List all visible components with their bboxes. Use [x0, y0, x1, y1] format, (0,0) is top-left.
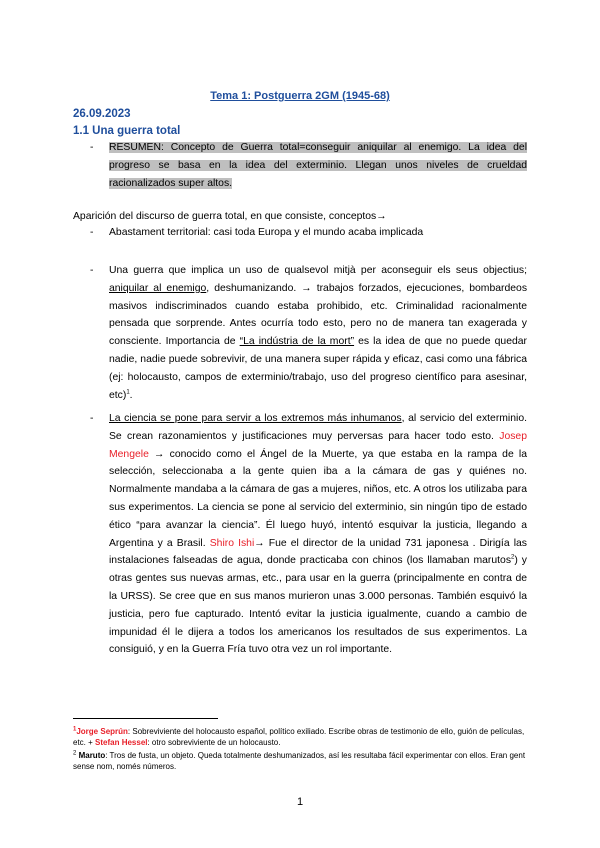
text-run: es la idea de que no puede quedar nadie, nadie puede sobrevivir, de una manera super rápida y eficaz, casi como una fábrica (ej: holocausto, campos de exterminio/trabajo, uso del progreso científico para asesinar, etc)	[109, 336, 527, 401]
footnote-name: Stefan Hessel	[95, 738, 148, 747]
person-name-ishi: Shiro Ishi	[209, 537, 255, 549]
bullet-text: Abastament territorial: casi toda Europa y el mundo acaba implicada	[109, 227, 424, 238]
underlined-text: “La indústria de la mort”	[239, 336, 355, 348]
intro-paragraph: Aparición del discurso de guerra total, en que consiste, conceptos→	[73, 211, 387, 222]
footnote-text: : Sobreviviente del holocausto español, político exiliado. Escribe obras de testimonio de ello, guión de películas, etc. +	[73, 727, 525, 747]
bullet-dash: -	[90, 265, 94, 276]
person-name-mengele: Josep Mengele	[109, 430, 527, 460]
text-run: , deshumanizando. → trabajos forzados, ejecuciones, bombardeos masivos indiscriminados cuando estaba prohibido, etc. Criminalidad racionalmente pensada que sorprende. Antes ocurría todo esto, pero no de manera tan exagerada y consciente. Importancia de	[109, 282, 528, 348]
bullet-guerra	[90, 262, 528, 401]
footnote-text: : Tros de fusta, un objeto. Queda totalmente deshumanizados, así les resultaba fácil experimentar con ellos. Eran gent sense nom, només números.	[73, 751, 526, 771]
bullet-dash: -	[90, 227, 94, 238]
footnote-separator	[73, 718, 218, 719]
text-run: .	[129, 389, 133, 401]
text-run: Una guerra que implica un uso de qualsevol mitjà per aconseguir els seus objectius;	[109, 265, 527, 276]
bullet-territorial	[90, 224, 527, 242]
underlined-text: aniquilar al enemigo	[109, 282, 207, 294]
footnote-number: 1	[73, 726, 77, 733]
page-title[interactable]: Tema 1: Postguerra 2GM (1945-68)	[210, 90, 390, 102]
highlighted-summary: RESUMEN: Concepto de Guerra total=conseguir aniquilar al enemigo. La idea del progreso se basa en la idea del exterminio. Llegan unos niveles de crueldad racionalizados super altos.	[109, 142, 527, 189]
text-run: → conocido como el Ángel de la Muerte, ya que estaba en la rampa de la selección, seleccionaba a la gente quien iba a la cámara de gas y quiénes no. Normalmente mandaba a la cámara de gas a mujeres, niños, etc. A otros los utilizaba para sus experimentos. La ciencia se pone al servicio del exterminio, sin ningún tipo de estado ético “para avanzar la ciencia”. Él luego huyó, intentó esquivar la justicia, llegando a Argentina y a Brasil.	[109, 448, 527, 549]
footnote-name: Jorge Seprún	[76, 727, 128, 736]
bullet-dash: -	[90, 413, 94, 424]
footnote-1	[73, 726, 533, 748]
bullet-text	[109, 410, 527, 659]
summary-bullet	[90, 139, 527, 193]
text-run: → Fue el director de la unidad 731 japonesa . Dirigía las instalaciones falseadas de agua, donde practicaba con chinos (los llamaban marutos	[109, 537, 527, 567]
footnote-number: 2	[73, 750, 77, 757]
footnote-ref-2[interactable]: 2	[511, 554, 515, 561]
footnote-term: Maruto	[78, 751, 106, 760]
text-run: , al servicio del exterminio. Se crean razonamientos y justificaciones muy perversas para hacer todo esto.	[109, 413, 527, 442]
footnote-2	[73, 750, 533, 772]
text-run: ) y otras gentes sus nuevas armas, etc., para usar en la guerra (principalmente en contra de la URSS). Se cree que en sus manos murieron unas 3.000 personas. También esquivó la justicia, pero fue capturado. Intentó evitar la justicia igualmente, cuando a cambio de impunidad él le dijera a todos los americanos los resultados de sus experimentos. La consiguió, y en la Guerra Fría tuvo otra vez un rol importante.	[109, 555, 527, 656]
footnote-text: : otro sobreviviente de un holocausto.	[147, 738, 281, 747]
summary-text	[109, 139, 527, 192]
bullet-dash: -	[90, 142, 94, 153]
page-number: 1	[296, 796, 304, 808]
underlined-text: La ciencia se pone para servir a los extremos más inhumanos	[109, 413, 402, 424]
footnote-ref-1[interactable]: 1	[126, 389, 130, 396]
section-heading: 1.1 Una guerra total	[73, 125, 181, 137]
date-heading: 26.09.2023	[73, 108, 131, 120]
bullet-ciencia	[90, 410, 527, 675]
bullet-text	[109, 262, 527, 404]
